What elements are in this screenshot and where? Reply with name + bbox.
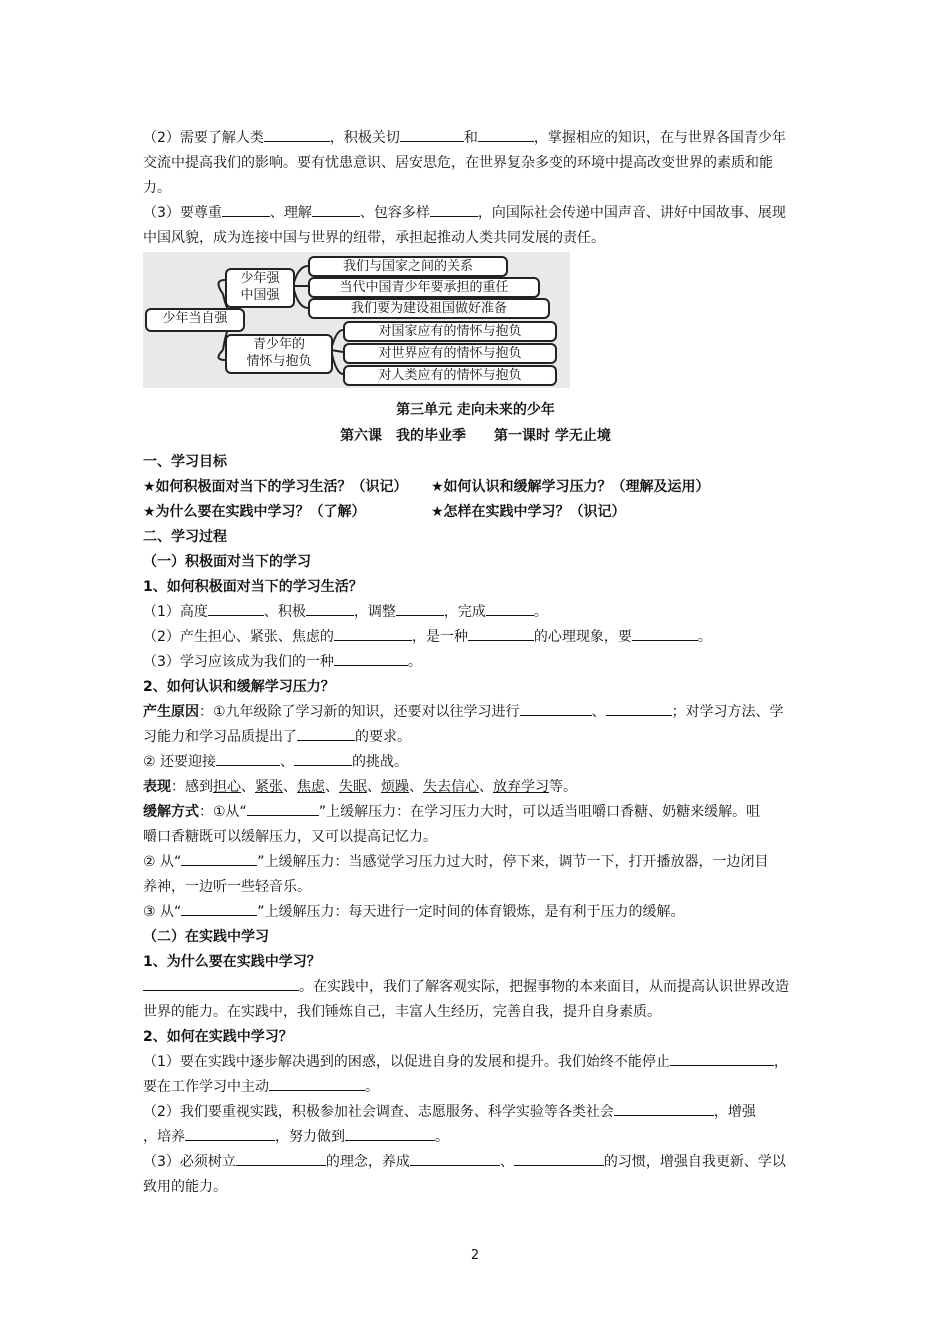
answer-3-line1 <box>143 975 808 1000</box>
question-2: 2、如何认识和缓解学习压力？ <box>143 679 335 695</box>
blank <box>670 1051 774 1066</box>
answer-1-2 <box>143 625 808 650</box>
goal-item: ★怎样在实践中学习？（识记） <box>431 504 626 520</box>
symptom-line <box>143 775 808 800</box>
goals-row-1 <box>143 475 808 500</box>
text: 的要求。 <box>355 729 411 745</box>
relief-line-4: 养神，一边听一些轻音乐。 <box>143 879 311 895</box>
blank <box>396 601 444 616</box>
goals-row-2 <box>143 500 808 525</box>
question-3: 1、为什么要在实践中学习？ <box>143 954 321 970</box>
cause-line-3 <box>143 750 808 775</box>
blank <box>247 801 319 816</box>
relief-label: 缓解方式 <box>143 804 199 820</box>
text: （2）需要了解人类 <box>143 130 264 146</box>
goal-item: ★为什么要在实践中学习？（了解） <box>143 504 366 520</box>
answer-4-3-line1 <box>143 1150 808 1175</box>
blank <box>468 626 534 641</box>
text: ，是一种 <box>411 629 468 645</box>
text: 、 <box>499 1154 514 1170</box>
question-1: 1、如何积极面对当下的学习生活？ <box>143 579 363 595</box>
text: ，完成 <box>443 604 486 620</box>
text: （1）要在实践中逐步解决遇到的困惑，以促进自身的发展和提升。我们始终不能停止 <box>143 1054 670 1070</box>
answer-4-2-line2 <box>143 1125 808 1150</box>
blank <box>334 651 408 666</box>
branch-node-1: 少年强 中国强 <box>225 268 295 308</box>
symptom-item: 放弃学习 <box>493 779 549 795</box>
blank <box>632 626 698 641</box>
subsection-1-heading: （一）积极面对当下的学习 <box>143 554 311 570</box>
branch-node-2: 青少年的 情怀与抱负 <box>225 334 333 374</box>
text: 要在工作学习中主动 <box>143 1079 269 1095</box>
mind-map-diagram <box>143 252 570 388</box>
text: ”上缓解压力：每天进行一定时间的体育锻炼，是有利于压力的缓解。 <box>257 904 685 920</box>
text: ”上缓解压力：在学习压力大时，可以适当咀嚼口香糖、奶糖来缓解。咀 <box>318 804 761 820</box>
text: ，积极关切 <box>329 130 400 146</box>
relief-line-2: 嚼口香糖既可以缓解压力，又可以提高记忆力。 <box>143 829 437 845</box>
relief-line-1 <box>143 800 808 825</box>
blank <box>400 127 464 142</box>
text: 的挑战。 <box>352 754 409 770</box>
text: ② 从“ <box>143 854 182 870</box>
symptom-item: 焦虑 <box>297 779 325 795</box>
separator: 、 <box>409 779 423 795</box>
cause-label: 产生原因 <box>143 704 199 720</box>
cause-line-2 <box>143 725 808 750</box>
blank <box>410 1151 500 1166</box>
leaf-node: 对国家应有的情怀与抱负 <box>343 321 557 342</box>
answer-3-line2: 世界的能力。在实践中，我们锤炼自己，丰富人生经历，完善自我，提升自身素质。 <box>143 1004 661 1020</box>
blank <box>345 1126 435 1141</box>
text: 。 <box>697 629 712 645</box>
leaf-node: 当代中国青少年要承担的重任 <box>308 277 540 298</box>
text: （2）我们要重视实践，积极参加社会调查、志愿服务、科学实验等各类社会 <box>143 1104 614 1120</box>
separator: 、 <box>241 779 255 795</box>
text: 的理念，养成 <box>325 1154 410 1170</box>
text: ：①九年级除了学习新的知识，还要对以往学习进行 <box>199 704 520 720</box>
symptom-item: 烦躁 <box>381 779 409 795</box>
text: ，向国际社会传递中国声音、讲好中国故事、展现 <box>477 205 786 221</box>
question-4: 2、如何在实践中学习？ <box>143 1029 293 1045</box>
text: ③ 从“ <box>143 904 182 920</box>
text: 。 <box>407 654 422 670</box>
text: 的习惯，增强自我更新、学以 <box>603 1154 786 1170</box>
blank <box>334 626 412 641</box>
blank <box>264 127 330 142</box>
text: ② 还要迎接 <box>143 754 217 770</box>
text: 、积极 <box>263 604 306 620</box>
answer-4-1-line1 <box>143 1050 808 1075</box>
blank <box>486 601 534 616</box>
text: 、包容多样 <box>359 205 430 221</box>
answer-1-3 <box>143 650 808 675</box>
cause-line-1 <box>143 700 808 725</box>
text: 。 <box>435 1129 449 1145</box>
answer-1-1 <box>143 600 808 625</box>
text: （3）要尊重 <box>143 205 222 221</box>
answer-4-3-line2: 致用的能力。 <box>143 1179 227 1195</box>
text: （1）高度 <box>143 604 208 620</box>
paragraph-3-line2: 中国风貌，成为连接中国与世界的纽带，承担起推动人类共同发展的责任。 <box>143 230 605 246</box>
text: 和 <box>463 130 478 146</box>
text: ，培养 <box>143 1129 185 1145</box>
symptom-item: 失去信心 <box>423 779 479 795</box>
text: ：感到 <box>171 779 213 795</box>
blank <box>143 976 299 991</box>
blank <box>478 127 534 142</box>
goal-item: ★如何积极面对当下的学习生活？（识记） <box>143 479 408 495</box>
leaf-node: 我们要为建设祖国做好准备 <box>308 298 550 319</box>
text: 、理解 <box>269 205 312 221</box>
text: ”上缓解压力：当感觉学习压力过大时，停下来，调节一下，打开播放器，一边闭目 <box>257 854 769 870</box>
text: 、 <box>591 704 606 720</box>
separator: 、 <box>479 779 493 795</box>
text: （3）必须树立 <box>143 1154 236 1170</box>
blank <box>614 1101 714 1116</box>
paragraph-2-line3: 力。 <box>143 180 171 196</box>
blank <box>430 202 478 217</box>
unit-title: 第三单元 走向未来的少年 <box>396 402 555 418</box>
text: ；对学习方法、学 <box>671 704 784 720</box>
text: 。 <box>365 1079 379 1095</box>
subsection-2-heading: （二）在实践中学习 <box>143 929 269 945</box>
relief-line-5 <box>143 900 808 925</box>
text: 、 <box>280 754 295 770</box>
text: ，增强 <box>713 1104 756 1120</box>
blank <box>606 701 672 716</box>
paragraph-2-line1 <box>143 126 808 151</box>
blank <box>181 851 257 866</box>
page-number: 2 <box>470 1248 480 1263</box>
separator: 、 <box>283 779 297 795</box>
blank <box>306 601 354 616</box>
process-heading: 二、学习过程 <box>143 529 227 545</box>
text: 习能力和学习品质提出了 <box>143 729 297 745</box>
root-node: 少年当自强 <box>145 308 245 332</box>
lesson-title: 第六课 我的毕业季 第一课时 学无止境 <box>340 428 611 444</box>
leaf-node: 对人类应有的情怀与抱负 <box>343 365 557 386</box>
paragraph-3-line1 <box>143 201 808 226</box>
separator: 、 <box>325 779 339 795</box>
blank <box>520 701 592 716</box>
symptom-item: 失眠 <box>339 779 367 795</box>
blank <box>216 751 280 766</box>
blank <box>297 726 355 741</box>
goal-item: ★如何认识和缓解学习压力？（理解及运用） <box>431 479 710 495</box>
blank <box>294 751 352 766</box>
blank <box>312 202 360 217</box>
text: ， <box>773 1054 788 1070</box>
text: 等。 <box>549 779 577 795</box>
text: 。在实践中，我们了解客观实际，把握事物的本来面目，从而提高认识世界改造 <box>299 979 789 995</box>
blank <box>208 601 264 616</box>
goals-heading: 一、学习目标 <box>143 454 227 470</box>
symptom-label: 表现 <box>143 779 171 795</box>
text: 。 <box>533 604 548 620</box>
text: ，调整 <box>353 604 396 620</box>
answer-4-1-line2 <box>143 1075 808 1100</box>
blank <box>236 1151 326 1166</box>
text: ，掌握相应的知识，在与世界各国青少年 <box>533 130 786 146</box>
relief-line-3 <box>143 850 808 875</box>
blank <box>269 1076 365 1091</box>
symptom-item: 担心 <box>213 779 241 795</box>
separator: 、 <box>367 779 381 795</box>
leaf-node: 对世界应有的情怀与抱负 <box>343 343 557 364</box>
leaf-node: 我们与国家之间的关系 <box>308 256 508 277</box>
text: 的心理现象，要 <box>533 629 632 645</box>
text: ：①从“ <box>199 804 247 820</box>
text: （2）产生担心、紧张、焦虑的 <box>143 629 334 645</box>
text: （3）学习应该成为我们的一种 <box>143 654 334 670</box>
paragraph-2-line2: 交流中提高我们的影响。要有忧患意识、居安思危，在世界复杂多变的环境中提高改变世界的素质和能 <box>143 155 773 171</box>
text: ，努力做到 <box>275 1129 345 1145</box>
blank <box>185 1126 275 1141</box>
blank <box>181 901 257 916</box>
blank <box>222 202 270 217</box>
blank <box>514 1151 604 1166</box>
answer-4-2-line1 <box>143 1100 808 1125</box>
symptom-item: 紧张 <box>255 779 283 795</box>
